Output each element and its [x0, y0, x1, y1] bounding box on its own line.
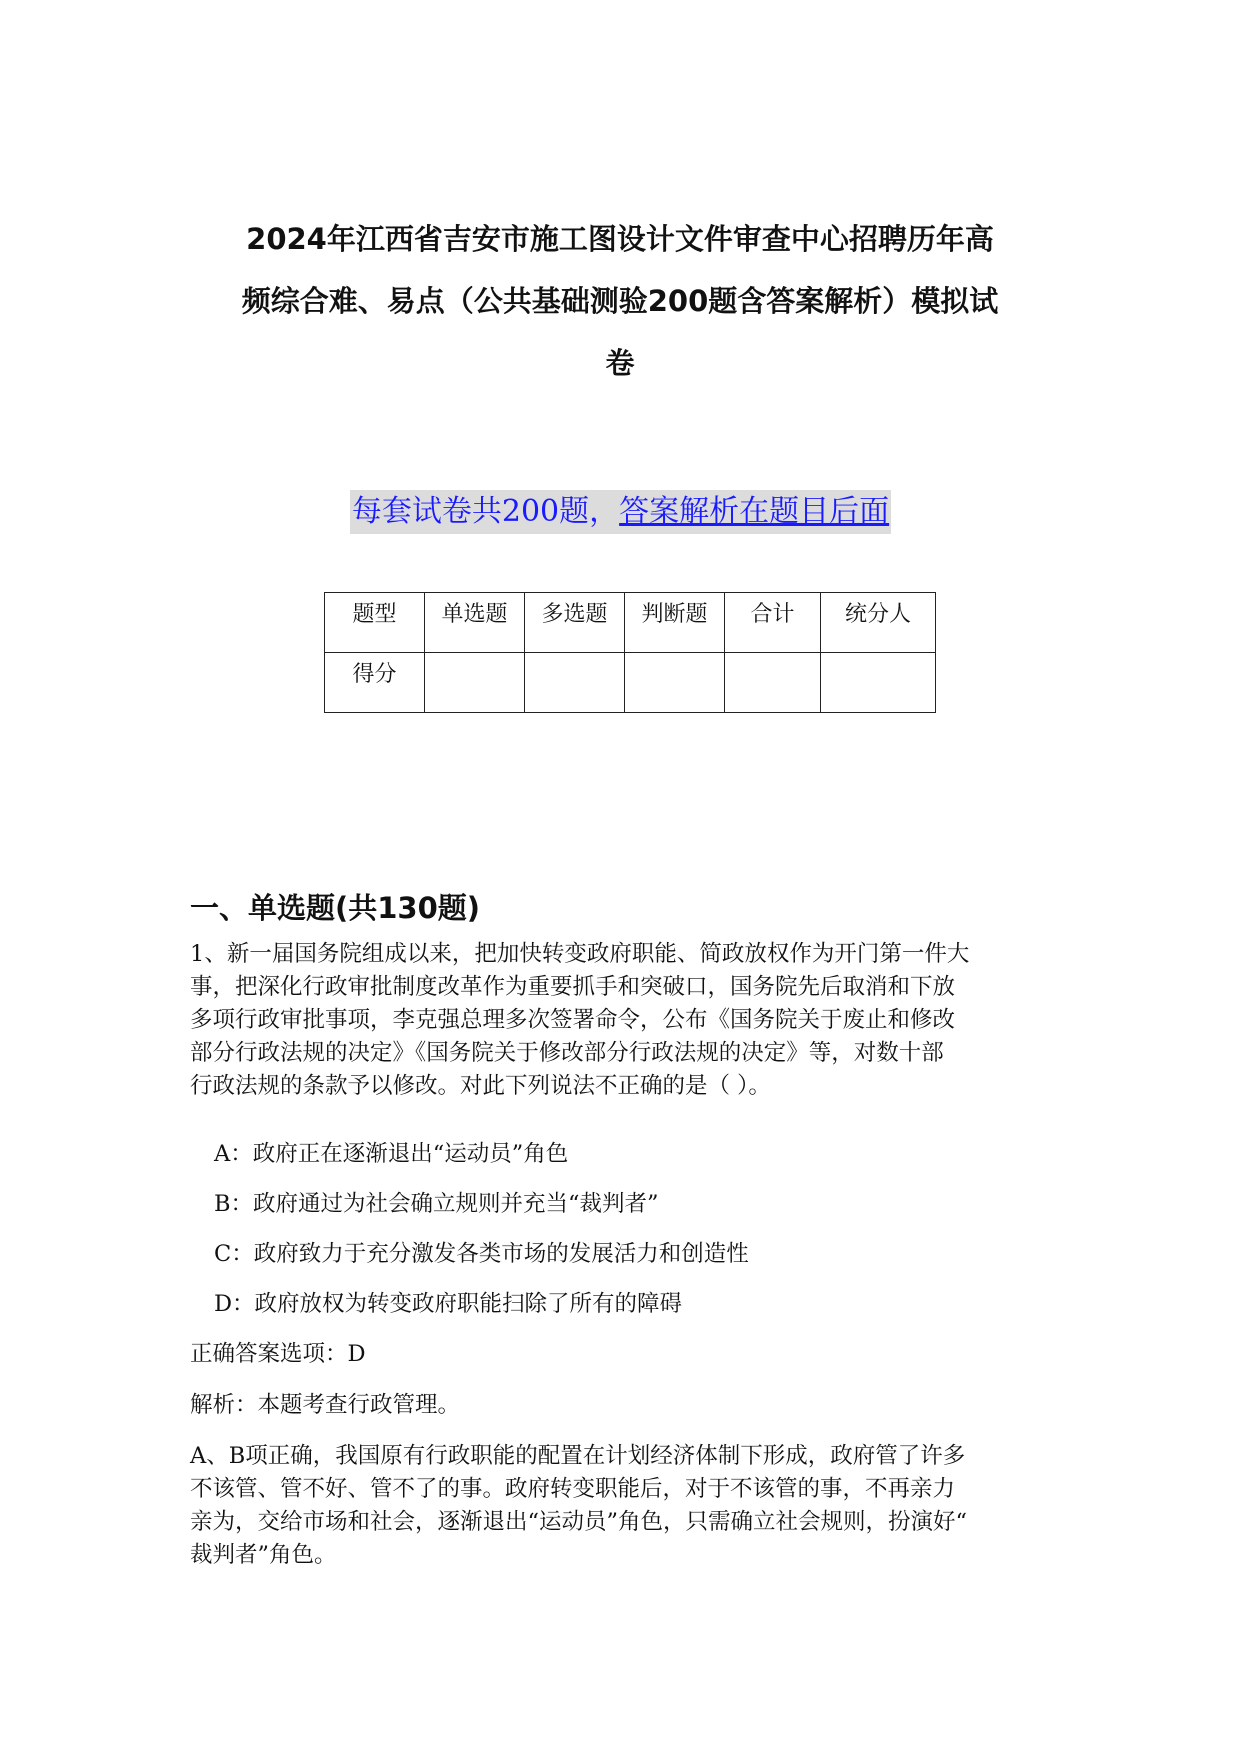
explanation-line: 裁判者”角色。	[190, 1542, 337, 1568]
stem-line: 行政法规的条款予以修改。对此下列说法不正确的是（ ）。	[190, 1073, 771, 1099]
correct-answer: 正确答案选项：D	[190, 1341, 366, 1367]
score-cell-single	[425, 653, 525, 713]
explanation	[190, 1440, 1050, 1572]
header-cell-single: 单选题	[425, 593, 525, 653]
header-cell-multi: 多选题	[525, 593, 625, 653]
score-table	[324, 592, 936, 713]
score-cell-scorer	[821, 653, 936, 713]
option-b: B：政府通过为社会确立规则并充当“裁判者”	[214, 1191, 659, 1217]
score-table-header-row	[325, 593, 936, 653]
subtitle	[350, 490, 891, 534]
header-cell-type: 题型	[325, 593, 425, 653]
header-cell-scorer: 统分人	[821, 593, 936, 653]
question-stem	[190, 938, 1050, 1103]
score-table-score-row	[325, 653, 936, 713]
subtitle-text: 每套试卷共200题，	[351, 494, 620, 529]
subtitle-link[interactable]: 答案解析在题目后面	[619, 494, 890, 529]
header-cell-total: 合计	[725, 593, 821, 653]
explanation-line: A、B项正确，我国原有行政职能的配置在计划经济体制下形成，政府管了许多	[190, 1443, 966, 1469]
section-heading: 一、单选题(共130题)	[190, 891, 481, 925]
score-cell-total	[725, 653, 821, 713]
row-label-score: 得分	[325, 653, 425, 713]
explanation-line: 不该管、管不好、管不了的事。政府转变职能后，对于不该管的事，不再亲力	[190, 1476, 956, 1502]
stem-line: 多项行政审批事项，李克强总理多次签署命令，公布《国务院关于废止和修改	[190, 1007, 956, 1033]
title-line-2: 频综合难、易点（公共基础测验200题含答案解析）模拟试	[241, 284, 999, 318]
title-line-3: 卷	[605, 346, 635, 380]
header-cell-judge: 判断题	[625, 593, 725, 653]
explanation-line: 亲为，交给市场和社会，逐渐退出“运动员”角色，只需确立社会规则，扮演好“	[190, 1509, 968, 1535]
title-line-1: 2024年江西省吉安市施工图设计文件审查中心招聘历年高	[246, 222, 994, 256]
stem-line: 1、新一届国务院组成以来，把加快转变政府职能、简政放权作为开门第一件大	[190, 941, 970, 967]
analysis-label: 解析：本题考查行政管理。	[190, 1392, 461, 1418]
option-d: D：政府放权为转变政府职能扫除了所有的障碍	[214, 1291, 683, 1317]
subtitle-wrapper	[0, 490, 1241, 534]
stem-line: 部分行政法规的决定》《国务院关于修改部分行政法规的决定》等，对数十部	[190, 1040, 944, 1066]
document-title	[180, 208, 1060, 394]
score-cell-judge	[625, 653, 725, 713]
score-cell-multi	[525, 653, 625, 713]
option-c: C：政府致力于充分激发各类市场的发展活力和创造性	[214, 1241, 749, 1267]
option-a: A：政府正在逐渐退出“运动员”角色	[214, 1141, 569, 1167]
stem-line: 事，把深化行政审批制度改革作为重要抓手和突破口，国务院先后取消和下放	[190, 974, 956, 1000]
